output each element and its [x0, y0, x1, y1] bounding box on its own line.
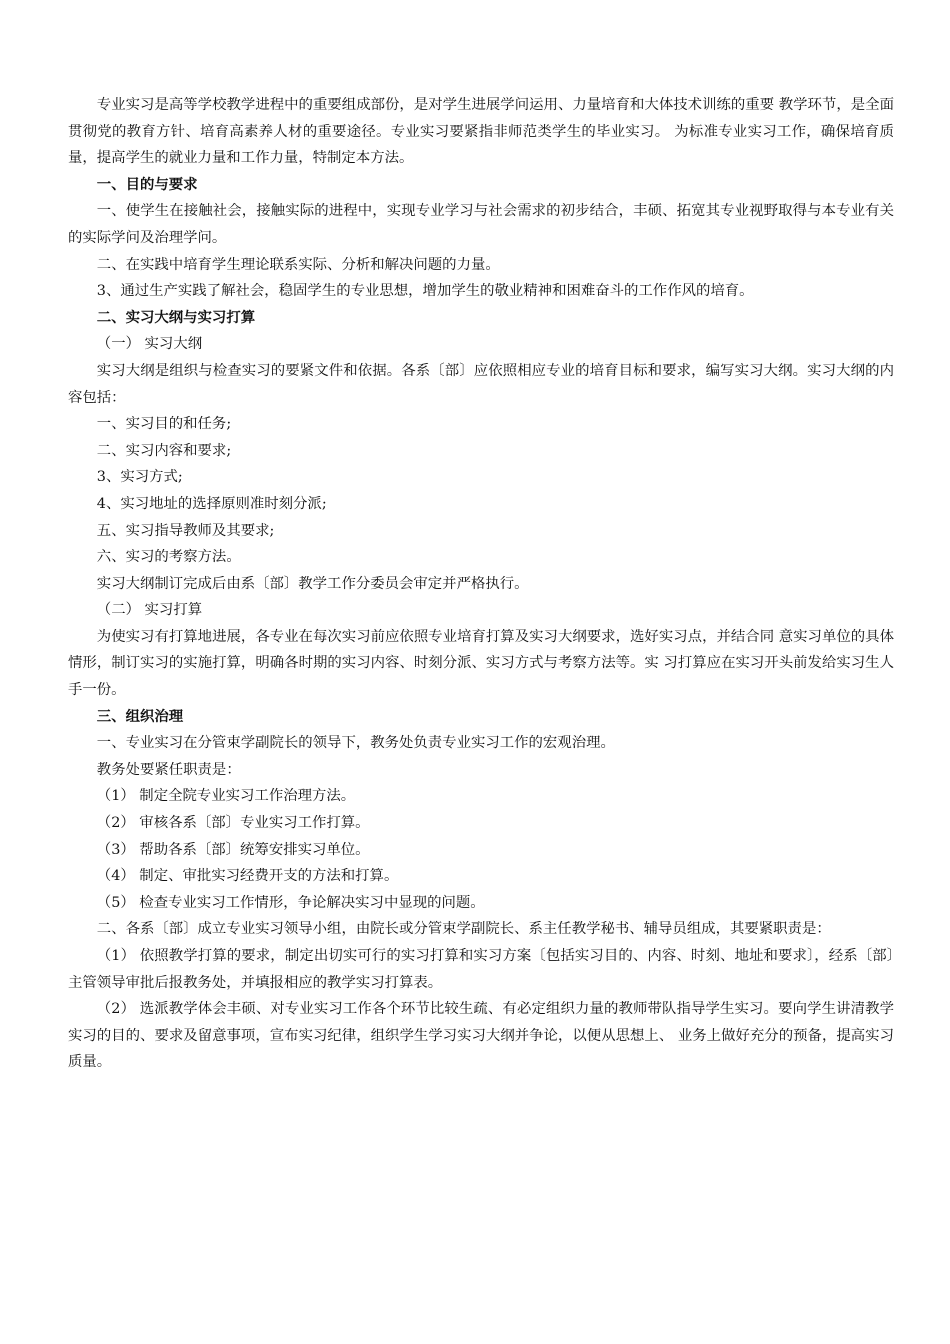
subheading-plan: （二） 实习打算 — [96, 602, 203, 619]
duty-item: （1） 制定全院专业实习工作治理方法。 — [96, 788, 356, 805]
section-heading-outline-plan: 二、实习大纲与实习打算 — [96, 309, 256, 326]
section-heading-purpose: 一、目的与要求 — [96, 176, 198, 193]
outline-item: 一、实习目的和任务; — [96, 416, 232, 433]
outline-item: 二、实习内容和要求; — [96, 442, 232, 459]
organization-paragraph-1: 一、专业实习在分管束学副院长的领导下，教务处负责专业实习工作的宏观治理。 — [96, 735, 615, 752]
organization-duty-paragraph-1: （1） 依照教学打算的要求，制定出切实可行的实习打算和实习方案〔包括实习目的、内容、时刻、地址和要求〕，经系〔部〕主管领导审批后报教务处，并填报相应的教学实习打算表。 — [68, 948, 894, 991]
plan-paragraph: 为使实习有打算地进展，各专业在每次实习前应依照专业培育打算及实习大纲要求，选好实习点，并结合同 意实习单位的具体情形，制订实习的实施打算，明确各时期的实习内容、时刻分派、实习方式与考察方法等。实 习打算应在实习开头前发给实习生人手一份。 — [68, 628, 894, 699]
outline-item: 六、实习的考察方法。 — [96, 549, 241, 566]
document-body — [68, 92, 894, 1076]
duty-item: （5） 检查专业实习工作情形，争论解决实习中显现的问题。 — [96, 894, 485, 911]
organization-paragraph-2: 二、各系〔部〕成立专业实习领导小组，由院长或分管束学副院长、系主任教学秘书、辅导员组成，其要紧职责是： — [96, 921, 831, 938]
purpose-item-3: 3、通过生产实践了解社会，稳固学生的专业思想，增加学生的敬业精神和困难奋斗的工作作风的培育。 — [96, 283, 754, 300]
duty-item: （2） 审核各系〔部〕专业实习工作打算。 — [96, 815, 370, 832]
outline-paragraph: 实习大纲是组织与检查实习的要紧文件和依据。各系〔部〕应依照相应专业的培育目标和要求，编写实习大纲。实习大纲的内容包括： — [68, 362, 894, 406]
organization-duties-intro: 教务处要紧任职责是： — [96, 761, 241, 778]
subheading-outline: （一） 实习大纲 — [96, 336, 203, 353]
purpose-item-2: 二、在实践中培育学生理论联系实际、分析和解决问题的力量。 — [96, 256, 500, 273]
intro-paragraph: 专业实习是高等学校教学进程中的重要组成部份，是对学生进展学问运用、力量培育和大体技术训练的重要 教学环节，是全面贯彻党的教育方针、培育高素养人材的重要途径。专业实习要紧指非师范类学生的毕业实习。 为标准专业实习工作，确保培育质量，提高学生的就业力量和工作力量，特制定本方法。 — [68, 97, 894, 167]
outline-item: 4、实习地址的选择原则准时刻分派; — [96, 495, 327, 512]
duty-item: （4） 制定、审批实习经费开支的方法和打算。 — [96, 868, 399, 885]
section-heading-organization: 三、组织治理 — [96, 708, 184, 725]
outline-approval-paragraph: 实习大纲制订完成后由系〔部〕教学工作分委员会审定并严格执行。 — [96, 575, 529, 592]
organization-duty-paragraph-2: （2） 选派教学体会丰硕、对专业实习工作各个环节比较生疏、有必定组织力量的教师带队指导学生实习。要向学生讲清教学实习的目的、要求及留意事项，宣布实习纪律，组织学生学习实习大纲并争论，以便从思想上、 业务上做好充分的预备，提高实习质量。 — [68, 1001, 894, 1071]
purpose-item-1: 一、使学生在接触社会，接触实际的进程中，实现专业学习与社会需求的初步结合，丰硕、拓宽其专业视野取得与本专业有关的实际学问及治理学问。 — [68, 203, 894, 246]
outline-item: 五、实习指导教师及其要求; — [96, 522, 275, 539]
duty-item: （3） 帮助各系〔部〕统筹安排实习单位。 — [96, 841, 370, 858]
outline-item: 3、实习方式; — [96, 469, 183, 486]
